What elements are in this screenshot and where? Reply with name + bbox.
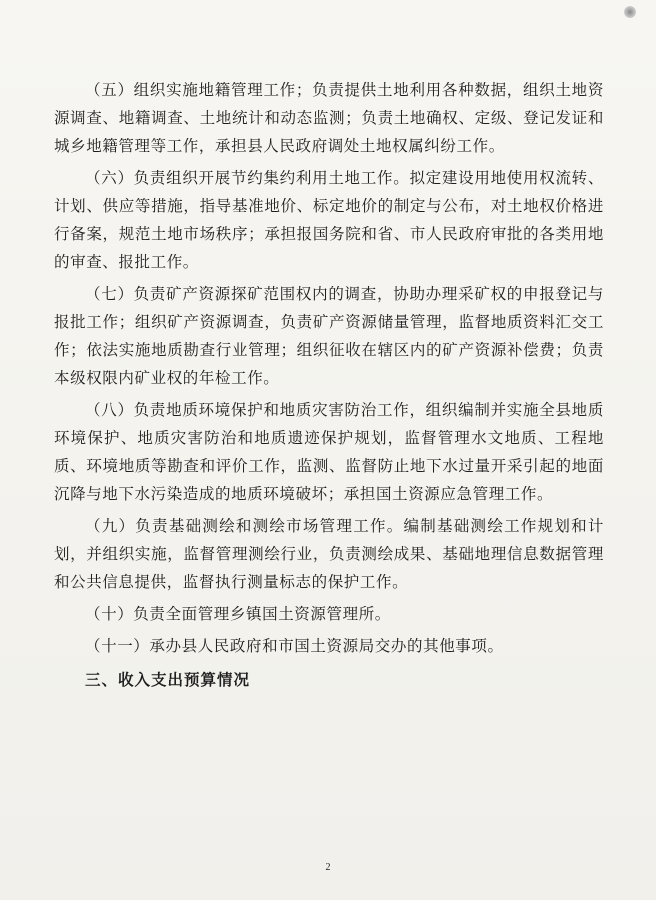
- document-body: [54, 76, 604, 710]
- page-number: 2: [325, 862, 331, 873]
- paragraph-land-use: （六）负责组织开展节约集约利用土地工作。拟定建设用地使用权流转、计划、供应等措施，指导基准地价、标定地价的制定与公布，对土地权价格进行备案，规范土地市场秩序；承担报国务院和省、市人民政府审批的各类用地的审查、报批工作。: [54, 169, 604, 271]
- paragraph-land-registry: （五）组织实施地籍管理工作；负责提供土地利用各种数据，组织土地资源调查、地籍调查、土地统计和动态监测；负责土地确权、定级、登记发证和城乡地籍管理等工作，承担县人民政府调处土地权属纠纷工作。: [54, 81, 604, 155]
- paragraph-surveying: （九）负责基础测绘和测绘市场管理工作。编制基础测绘工作规划和计划，并组织实施，监督管理测绘行业，负责测绘成果、基础地理信息数据管理和公共信息提供，监督执行测量标志的保护工作。: [54, 517, 604, 591]
- paragraph-mineral-resources: （七）负责矿产资源探矿范围权内的调查，协助办理采矿权的申报登记与报批工作；组织矿产资源调查，负责矿产资源储量管理，监督地质资料汇交工作；依法实施地质勘查行业管理；组织征收在辖区内的矿产资源补偿费；负责本级权限内矿业权的年检工作。: [54, 285, 604, 387]
- paragraph-township-management: （十）负责全面管理乡镇国土资源管理所。: [85, 605, 391, 623]
- paragraph-geological-environment: （八）负责地质环境保护和地质灾害防治工作，组织编制并实施全县地质环境保护、地质灾害防治和地质遗迹保护规划，监督管理水文地质、工程地质、环境地质等勘查和评价工作，监测、监督防止地下水过量开采引起的地面沉降与地下水污染造成的地质环境破坏；承担国土资源应急管理工作。: [54, 401, 604, 503]
- paragraph-other-matters: （十一）承办县人民政府和市国土资源局交办的其他事项。: [85, 637, 504, 655]
- scan-mark: [624, 6, 636, 18]
- section-heading: 三、收入支出预算情况: [85, 671, 251, 689]
